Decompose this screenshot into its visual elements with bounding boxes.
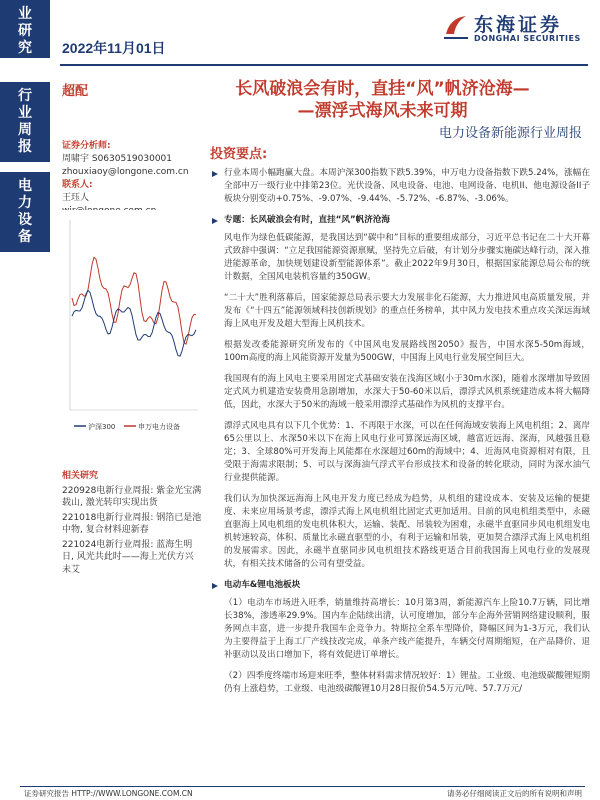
legend-label-power: 申万电力设备 (138, 423, 180, 431)
header (62, 14, 582, 62)
paragraph: 我们认为加快深远海海上风电开发力度已经成为趋势，从机组的建设成本、安装及运输的便捷度、未来应用场景考虑，漂浮式海上风电机组比固定式更加适用。目前的风电机组类型中，永磁直驱海上风电机组的发电机体积大，运输、装配、吊装较为困难，永磁半直驱同步风电机组发电机转速较高，体积、质量比永磁直驱型的小，有利于运输和吊装，更加契合漂浮式海上风电机组的发展需求。因此，永磁半直驱同步风电机组技术路线更适合目前我国海上风电行业的发展现状，有相关技术储备的公司有望受益。 (224, 494, 590, 569)
related-research (62, 470, 202, 578)
paragraph: （2）四季度终端市场迎来旺季，整体材料需求情况较好：1）锂盐。工业级、电池级碳酸锂短期仍有上涨趋势，工业级、电池级碳酸锂10月28日报价54.5万元/吨、57.7万元/ (224, 671, 590, 694)
section-title: 投资要点: (210, 147, 268, 162)
paragraph: （1）电动车市场进入旺季，销量维持高增长：10月第3周，新能源汽车上险10.7万辆，同比增长38%，渗透率29.9%。国内车企陆续出清，认可度增加，部分车企海外营销网络建设顺利，服务网点丰富，进一步提升我国车企竞争力。特斯拉全系车型降价，降幅区间为1-3万元，我们认为主要得益于上海工厂产线技改完成，单条产线产能提升，车辆交付周期缩短，在产品降价、退补驱动以及出口增加下，将有效促进订单增长。 (224, 598, 590, 660)
performance-chart (62, 210, 202, 440)
paragraph: 我国现有的海上风电主要采用固定式基础安装在浅海区域(小于30m水深)，随着水深增加导致固定式风力机建造安装费用急剧增加，水深大于50-60米以后，漂浮式风机系统建造成本将大幅降低，因此，水深大于50米的海域一般采用漂浮式基础作为风机的支撑平台。 (224, 374, 590, 410)
paragraph: 漂浮式风电具有以下几个优势：1、不再限于水深，可以在任何海域安装海上风电机组；2、离岸65公里以上、水深50米以下在海上风电行业可算深远海区域，越富近远海、深海，风越强且稳定；3、全球80%可开发海上风能都在水深超过60m的海域中；4、近海风电资源相对有限，且受限于海需求限制；5、可以与深海油气浮式平台形成技术和设备的转化联动，同时为深水油气行业提供能源。 (224, 421, 590, 483)
sidebar-char: 力 (18, 195, 32, 211)
sidebar-char: 研 (18, 23, 32, 39)
paragraph: 根据发改委能源研究所发布的《中国风电发展路线图2050》报告，中国水深5-50m海域，100m高度的海上风能资源开发量为500GW，中国海上风电行业发展空间巨大。 (224, 340, 590, 363)
sidebar-char: 业 (18, 6, 32, 22)
report-date: 2022年11月01日 (62, 40, 166, 56)
sidebar-char: 业 (18, 105, 32, 121)
analyst-info (62, 140, 202, 218)
subhead-ev: 电动车&锂电池板块 (210, 579, 590, 592)
report-subtitle: 电力设备新能源行业周报 (438, 126, 582, 141)
contact-label: 联系人: (62, 180, 93, 190)
related-heading: 相关研究 (62, 471, 99, 481)
rating-label: 超配 (62, 84, 89, 99)
sidebar-char: 电 (18, 178, 32, 194)
header-divider (60, 64, 588, 66)
related-item[interactable]: 221018电新行业周报: 钢箔已是池中物, 复合材料迎新春 (62, 512, 202, 535)
related-item[interactable]: 221024电新行业周报: 蓝海生明日, 风光共此时——海上光伏方兴未艾 (62, 539, 194, 575)
sidebar-char: 究 (18, 40, 32, 56)
company-logo (442, 8, 582, 48)
sidebar-char: 备 (18, 229, 32, 245)
sidebar-research-block (0, 0, 50, 58)
sidebar-char: 周 (18, 122, 32, 138)
sidebar-industry-block (0, 172, 50, 252)
paragraph: “二十大”胜利落幕后，国家能源总局表示要大力发展非化石能源，大力推进风电高质量发展，并发布《“十四五”能源领域科技创新规划》的重点任务榜单，其中风力发电技术重点攻关深远海域海上风电开发及超大型海上风机技术。 (224, 293, 590, 329)
title-line-1: 长风破浪会有时，直挂“风”帆济沧海— (235, 79, 530, 99)
sidebar-char: 报 (18, 139, 32, 155)
logo-chinese: 东海证券 (474, 14, 563, 36)
logo-mark-icon (442, 12, 470, 40)
bullet-market: 行业本周小幅跑赢大盘。本周沪深300指数下跌5.39%，申万电力设备指数下跌5.24%，涨幅在全部申万一级行业中排第23位。光伏设备、风电设备、电池、电网设备、电机II、他电源设备II子板块分别变动+0.75%、-9.07%、-9.44%、-5.72%、-6.87%、-3.06%。 (210, 167, 590, 206)
left-sidebar (0, 0, 50, 800)
footer-website[interactable]: 证券研究报告 HTTP://WWW.LONGONE.COM.CN (24, 789, 193, 798)
analyst-email[interactable]: zhouxiaoy@longone.com.cn (62, 167, 189, 177)
analyst-label: 证券分析师: (62, 141, 111, 151)
contact-name: 王珏人 (62, 193, 90, 203)
sidebar-char: 行 (18, 88, 32, 104)
related-item[interactable]: 220928电新行业周报: 紫金光宝满载山, 激光转印实现出货 (62, 485, 202, 508)
main-content (210, 148, 590, 704)
logo-english: DONGHAI SECURITIES (474, 34, 581, 43)
sidebar-weekly-block (0, 82, 50, 162)
analyst-name: 周啸宇 S0630519030001 (62, 154, 173, 164)
sidebar-char: 设 (18, 212, 32, 228)
paragraph: 风电作为绿色低碳能源，是我国达到“碳中和”目标的重要组成部分，习近平总书记在二十大开幕式致辞中强调：“立足我国能源资源禀赋，坚持先立后破，有计划分步骤实施碳达峰行动，深入推进能源革命，加快规划建设新型能源体系”。截止2022年9月30日，根据国家能源总局公布的统计数据，全国风电装机容量约350GW。 (224, 233, 590, 282)
report-title (180, 78, 585, 122)
subhead-wind: 专题：长风破浪会有时，直挂“风”帆济沧海 (210, 214, 590, 227)
legend-label-hs300: 沪深300 (88, 423, 116, 431)
footer-divider (20, 786, 585, 787)
footer-disclaimer: 请务必仔细阅读正文后的所有说明和声明 (447, 789, 582, 798)
title-line-2: —漂浮式海风未来可期 (297, 101, 468, 121)
